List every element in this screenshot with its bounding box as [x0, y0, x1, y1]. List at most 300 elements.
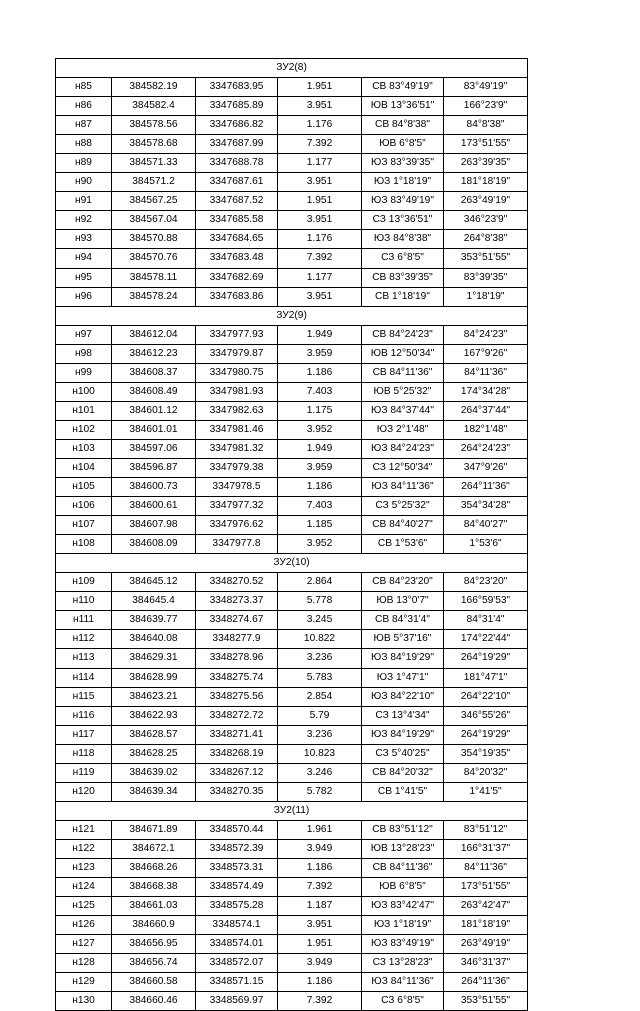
rhumb-cell: ЮЗ 84°11'36": [362, 973, 444, 992]
rhumb-cell: ЮВ 13°28'23": [362, 839, 444, 858]
distance-cell: 1.951: [278, 78, 362, 97]
x-coordinate-cell: 384608.37: [112, 363, 196, 382]
x-coordinate-cell: 384570.76: [112, 249, 196, 268]
azimuth-cell: 84°20'32": [444, 763, 528, 782]
rhumb-cell: СЗ 13°4'34": [362, 706, 444, 725]
rhumb-cell: ЮЗ 83°39'35": [362, 154, 444, 173]
rhumb-cell: ЮЗ 84°11'36": [362, 478, 444, 497]
x-coordinate-cell: 384639.34: [112, 782, 196, 801]
azimuth-cell: 83°49'19": [444, 78, 528, 97]
azimuth-cell: 264°22'10": [444, 687, 528, 706]
point-id-cell: н106: [56, 497, 112, 516]
boundary-points-table: [55, 58, 528, 1011]
point-id-cell: н110: [56, 592, 112, 611]
distance-cell: 10.823: [278, 744, 362, 763]
section-title: ЗУ2(11): [56, 801, 528, 820]
x-coordinate-cell: 384629.31: [112, 649, 196, 668]
table-row: [56, 782, 528, 801]
y-coordinate-cell: 3347976.62: [196, 516, 278, 535]
y-coordinate-cell: 3348270.35: [196, 782, 278, 801]
section-title: ЗУ2(8): [56, 59, 528, 78]
distance-cell: 1.175: [278, 401, 362, 420]
distance-cell: 1.186: [278, 858, 362, 877]
azimuth-cell: 174°34'28": [444, 382, 528, 401]
x-coordinate-cell: 384582.19: [112, 78, 196, 97]
table-row: [56, 420, 528, 439]
azimuth-cell: 354°34'28": [444, 497, 528, 516]
distance-cell: 5.79: [278, 706, 362, 725]
rhumb-cell: СЗ 5°40'25": [362, 744, 444, 763]
point-id-cell: н127: [56, 935, 112, 954]
point-id-cell: н86: [56, 97, 112, 116]
azimuth-cell: 264°11'36": [444, 478, 528, 497]
x-coordinate-cell: 384578.11: [112, 268, 196, 287]
y-coordinate-cell: 3347977.93: [196, 325, 278, 344]
y-coordinate-cell: 3348268.19: [196, 744, 278, 763]
azimuth-cell: 353°51'55": [444, 992, 528, 1011]
table-row: [56, 725, 528, 744]
azimuth-cell: 264°11'36": [444, 973, 528, 992]
point-id-cell: н111: [56, 611, 112, 630]
y-coordinate-cell: 3347686.82: [196, 116, 278, 135]
table-row: [56, 839, 528, 858]
table-row: [56, 230, 528, 249]
azimuth-cell: 346°23'9": [444, 211, 528, 230]
y-coordinate-cell: 3347981.32: [196, 439, 278, 458]
table-row: [56, 78, 528, 97]
table-row: [56, 592, 528, 611]
table-row: [56, 192, 528, 211]
point-id-cell: н109: [56, 573, 112, 592]
distance-cell: 3.246: [278, 763, 362, 782]
y-coordinate-cell: 3348574.49: [196, 878, 278, 897]
y-coordinate-cell: 3347978.5: [196, 478, 278, 497]
x-coordinate-cell: 384672.1: [112, 839, 196, 858]
point-id-cell: н118: [56, 744, 112, 763]
point-id-cell: н99: [56, 363, 112, 382]
y-coordinate-cell: 3348278.96: [196, 649, 278, 668]
rhumb-cell: СВ 84°31'4": [362, 611, 444, 630]
y-coordinate-cell: 3347981.93: [196, 382, 278, 401]
distance-cell: 7.392: [278, 992, 362, 1011]
distance-cell: 7.403: [278, 497, 362, 516]
distance-cell: 1.176: [278, 116, 362, 135]
distance-cell: 3.951: [278, 211, 362, 230]
point-id-cell: н128: [56, 954, 112, 973]
x-coordinate-cell: 384612.23: [112, 344, 196, 363]
azimuth-cell: 264°8'38": [444, 230, 528, 249]
distance-cell: 1.186: [278, 973, 362, 992]
y-coordinate-cell: 3347682.69: [196, 268, 278, 287]
x-coordinate-cell: 384639.77: [112, 611, 196, 630]
x-coordinate-cell: 384623.21: [112, 687, 196, 706]
distance-cell: 1.177: [278, 154, 362, 173]
y-coordinate-cell: 3347980.75: [196, 363, 278, 382]
azimuth-cell: 181°18'19": [444, 916, 528, 935]
azimuth-cell: 83°39'35": [444, 268, 528, 287]
azimuth-cell: 84°31'4": [444, 611, 528, 630]
distance-cell: 3.951: [278, 97, 362, 116]
y-coordinate-cell: 3348277.9: [196, 630, 278, 649]
point-id-cell: н130: [56, 992, 112, 1011]
distance-cell: 7.392: [278, 249, 362, 268]
distance-cell: 3.236: [278, 725, 362, 744]
table-row: [56, 820, 528, 839]
azimuth-cell: 353°51'55": [444, 249, 528, 268]
distance-cell: 1.949: [278, 325, 362, 344]
point-id-cell: н89: [56, 154, 112, 173]
table-row: [56, 973, 528, 992]
azimuth-cell: 263°49'19": [444, 192, 528, 211]
point-id-cell: н88: [56, 135, 112, 154]
azimuth-cell: 263°39'35": [444, 154, 528, 173]
rhumb-cell: СЗ 6°8'5": [362, 249, 444, 268]
y-coordinate-cell: 3348274.67: [196, 611, 278, 630]
table-row: [56, 535, 528, 554]
rhumb-cell: ЮВ 13°36'51": [362, 97, 444, 116]
azimuth-cell: 181°47'1": [444, 668, 528, 687]
table-row: [56, 706, 528, 725]
rhumb-cell: СЗ 13°28'23": [362, 954, 444, 973]
distance-cell: 1.961: [278, 820, 362, 839]
azimuth-cell: 264°19'29": [444, 725, 528, 744]
rhumb-cell: СЗ 5°25'32": [362, 497, 444, 516]
point-id-cell: н85: [56, 78, 112, 97]
azimuth-cell: 1°53'6": [444, 535, 528, 554]
rhumb-cell: ЮЗ 83°49'19": [362, 192, 444, 211]
y-coordinate-cell: 3347685.58: [196, 211, 278, 230]
table-row: [56, 516, 528, 535]
table-row: [56, 363, 528, 382]
table-row: [56, 268, 528, 287]
point-id-cell: н102: [56, 420, 112, 439]
coordinates-sheet: [55, 58, 527, 1011]
azimuth-cell: 166°59'53": [444, 592, 528, 611]
table-row: [56, 630, 528, 649]
y-coordinate-cell: 3347979.38: [196, 458, 278, 477]
y-coordinate-cell: 3348272.72: [196, 706, 278, 725]
table-row: [56, 211, 528, 230]
x-coordinate-cell: 384628.25: [112, 744, 196, 763]
rhumb-cell: ЮВ 5°25'32": [362, 382, 444, 401]
rhumb-cell: ЮЗ 1°18'19": [362, 916, 444, 935]
y-coordinate-cell: 3348573.31: [196, 858, 278, 877]
x-coordinate-cell: 384601.01: [112, 420, 196, 439]
y-coordinate-cell: 3348267.12: [196, 763, 278, 782]
distance-cell: 3.959: [278, 458, 362, 477]
azimuth-cell: 166°31'37": [444, 839, 528, 858]
azimuth-cell: 84°11'36": [444, 363, 528, 382]
distance-cell: 5.783: [278, 668, 362, 687]
azimuth-cell: 181°18'19": [444, 173, 528, 192]
rhumb-cell: СВ 84°40'27": [362, 516, 444, 535]
azimuth-cell: 354°19'35": [444, 744, 528, 763]
x-coordinate-cell: 384600.61: [112, 497, 196, 516]
rhumb-cell: ЮВ 5°37'16": [362, 630, 444, 649]
x-coordinate-cell: 384622.93: [112, 706, 196, 725]
rhumb-cell: СВ 83°51'12": [362, 820, 444, 839]
azimuth-cell: 84°24'23": [444, 325, 528, 344]
x-coordinate-cell: 384597.06: [112, 439, 196, 458]
azimuth-cell: 264°19'29": [444, 649, 528, 668]
x-coordinate-cell: 384661.03: [112, 897, 196, 916]
rhumb-cell: ЮВ 13°0'7": [362, 592, 444, 611]
table-row: [56, 744, 528, 763]
distance-cell: 2.864: [278, 573, 362, 592]
y-coordinate-cell: 3347977.8: [196, 535, 278, 554]
table-row: [56, 649, 528, 668]
point-id-cell: н112: [56, 630, 112, 649]
azimuth-cell: 346°31'37": [444, 954, 528, 973]
y-coordinate-cell: 3348575.28: [196, 897, 278, 916]
table-row: [56, 992, 528, 1011]
point-id-cell: н96: [56, 287, 112, 306]
x-coordinate-cell: 384571.33: [112, 154, 196, 173]
table-row: [56, 878, 528, 897]
point-id-cell: н129: [56, 973, 112, 992]
rhumb-cell: СЗ 13°36'51": [362, 211, 444, 230]
y-coordinate-cell: 3348275.74: [196, 668, 278, 687]
table-row: [56, 611, 528, 630]
x-coordinate-cell: 384671.89: [112, 820, 196, 839]
y-coordinate-cell: 3348574.01: [196, 935, 278, 954]
point-id-cell: н113: [56, 649, 112, 668]
point-id-cell: н108: [56, 535, 112, 554]
rhumb-cell: СВ 83°39'35": [362, 268, 444, 287]
x-coordinate-cell: 384645.4: [112, 592, 196, 611]
x-coordinate-cell: 384600.73: [112, 478, 196, 497]
rhumb-cell: СВ 84°8'38": [362, 116, 444, 135]
y-coordinate-cell: 3348273.37: [196, 592, 278, 611]
point-id-cell: н119: [56, 763, 112, 782]
azimuth-cell: 174°22'44": [444, 630, 528, 649]
distance-cell: 10.822: [278, 630, 362, 649]
point-id-cell: н123: [56, 858, 112, 877]
azimuth-cell: 263°42'47": [444, 897, 528, 916]
point-id-cell: н104: [56, 458, 112, 477]
rhumb-cell: ЮЗ 1°47'1": [362, 668, 444, 687]
x-coordinate-cell: 384607.98: [112, 516, 196, 535]
point-id-cell: н124: [56, 878, 112, 897]
distance-cell: 3.236: [278, 649, 362, 668]
x-coordinate-cell: 384582.4: [112, 97, 196, 116]
distance-cell: 1.949: [278, 439, 362, 458]
x-coordinate-cell: 384601.12: [112, 401, 196, 420]
y-coordinate-cell: 3348572.07: [196, 954, 278, 973]
distance-cell: 5.782: [278, 782, 362, 801]
rhumb-cell: ЮВ 6°8'5": [362, 878, 444, 897]
table-row: [56, 687, 528, 706]
table-row: [56, 763, 528, 782]
y-coordinate-cell: 3347977.32: [196, 497, 278, 516]
table-row: [56, 135, 528, 154]
x-coordinate-cell: 384612.04: [112, 325, 196, 344]
distance-cell: 1.185: [278, 516, 362, 535]
azimuth-cell: 173°51'55": [444, 135, 528, 154]
point-id-cell: н105: [56, 478, 112, 497]
table-row: [56, 344, 528, 363]
distance-cell: 3.951: [278, 287, 362, 306]
section-header-row: [56, 59, 528, 78]
table-row: [56, 497, 528, 516]
y-coordinate-cell: 3348271.41: [196, 725, 278, 744]
distance-cell: 7.392: [278, 135, 362, 154]
x-coordinate-cell: 384608.09: [112, 535, 196, 554]
x-coordinate-cell: 384567.25: [112, 192, 196, 211]
table-row: [56, 116, 528, 135]
azimuth-cell: 263°49'19": [444, 935, 528, 954]
y-coordinate-cell: 3348270.52: [196, 573, 278, 592]
distance-cell: 1.186: [278, 363, 362, 382]
point-id-cell: н120: [56, 782, 112, 801]
azimuth-cell: 173°51'55": [444, 878, 528, 897]
point-id-cell: н93: [56, 230, 112, 249]
distance-cell: 1.177: [278, 268, 362, 287]
point-id-cell: н114: [56, 668, 112, 687]
x-coordinate-cell: 384656.74: [112, 954, 196, 973]
azimuth-cell: 83°51'12": [444, 820, 528, 839]
table-row: [56, 954, 528, 973]
rhumb-cell: СВ 84°11'36": [362, 858, 444, 877]
distance-cell: 7.392: [278, 878, 362, 897]
table-row: [56, 935, 528, 954]
distance-cell: 1.176: [278, 230, 362, 249]
y-coordinate-cell: 3348571.15: [196, 973, 278, 992]
distance-cell: 3.951: [278, 173, 362, 192]
table-row: [56, 173, 528, 192]
point-id-cell: н117: [56, 725, 112, 744]
y-coordinate-cell: 3347685.89: [196, 97, 278, 116]
section-title: ЗУ2(9): [56, 306, 528, 325]
point-id-cell: н125: [56, 897, 112, 916]
y-coordinate-cell: 3348570.44: [196, 820, 278, 839]
rhumb-cell: ЮЗ 84°19'29": [362, 649, 444, 668]
x-coordinate-cell: 384668.38: [112, 878, 196, 897]
rhumb-cell: ЮЗ 83°42'47": [362, 897, 444, 916]
table-row: [56, 668, 528, 687]
distance-cell: 3.245: [278, 611, 362, 630]
table-row: [56, 325, 528, 344]
x-coordinate-cell: 384660.58: [112, 973, 196, 992]
azimuth-cell: 264°37'44": [444, 401, 528, 420]
table-row: [56, 154, 528, 173]
point-id-cell: н116: [56, 706, 112, 725]
table-row: [56, 287, 528, 306]
azimuth-cell: 1°41'5": [444, 782, 528, 801]
distance-cell: 7.403: [278, 382, 362, 401]
rhumb-cell: ЮЗ 84°22'10": [362, 687, 444, 706]
distance-cell: 3.949: [278, 954, 362, 973]
x-coordinate-cell: 384571.2: [112, 173, 196, 192]
distance-cell: 2.854: [278, 687, 362, 706]
azimuth-cell: 84°8'38": [444, 116, 528, 135]
y-coordinate-cell: 3347687.61: [196, 173, 278, 192]
azimuth-cell: 264°24'23": [444, 439, 528, 458]
y-coordinate-cell: 3347979.87: [196, 344, 278, 363]
rhumb-cell: СВ 84°20'32": [362, 763, 444, 782]
azimuth-cell: 166°23'9": [444, 97, 528, 116]
point-id-cell: н107: [56, 516, 112, 535]
distance-cell: 3.952: [278, 535, 362, 554]
x-coordinate-cell: 384640.08: [112, 630, 196, 649]
table-row: [56, 897, 528, 916]
y-coordinate-cell: 3347687.52: [196, 192, 278, 211]
x-coordinate-cell: 384578.68: [112, 135, 196, 154]
section-header-row: [56, 306, 528, 325]
rhumb-cell: СВ 84°23'20": [362, 573, 444, 592]
point-id-cell: н92: [56, 211, 112, 230]
rhumb-cell: СВ 1°18'19": [362, 287, 444, 306]
rhumb-cell: ЮЗ 84°19'29": [362, 725, 444, 744]
distance-cell: 1.187: [278, 897, 362, 916]
x-coordinate-cell: 384660.9: [112, 916, 196, 935]
x-coordinate-cell: 384596.87: [112, 458, 196, 477]
table-row: [56, 458, 528, 477]
azimuth-cell: 182°1'48": [444, 420, 528, 439]
x-coordinate-cell: 384660.46: [112, 992, 196, 1011]
rhumb-cell: СВ 83°49'19": [362, 78, 444, 97]
rhumb-cell: ЮВ 12°50'34": [362, 344, 444, 363]
y-coordinate-cell: 3348572.39: [196, 839, 278, 858]
point-id-cell: н97: [56, 325, 112, 344]
x-coordinate-cell: 384567.04: [112, 211, 196, 230]
table-row: [56, 401, 528, 420]
distance-cell: 3.959: [278, 344, 362, 363]
x-coordinate-cell: 384608.49: [112, 382, 196, 401]
section-header-row: [56, 801, 528, 820]
rhumb-cell: СЗ 6°8'5": [362, 992, 444, 1011]
x-coordinate-cell: 384668.26: [112, 858, 196, 877]
point-id-cell: н91: [56, 192, 112, 211]
table-row: [56, 382, 528, 401]
rhumb-cell: СВ 1°41'5": [362, 782, 444, 801]
rhumb-cell: СВ 84°11'36": [362, 363, 444, 382]
azimuth-cell: 84°11'36": [444, 858, 528, 877]
x-coordinate-cell: 384656.95: [112, 935, 196, 954]
point-id-cell: н98: [56, 344, 112, 363]
table-row: [56, 249, 528, 268]
distance-cell: 5.778: [278, 592, 362, 611]
rhumb-cell: ЮВ 6°8'5": [362, 135, 444, 154]
azimuth-cell: 1°18'19": [444, 287, 528, 306]
rhumb-cell: СЗ 12°50'34": [362, 458, 444, 477]
azimuth-cell: 84°23'20": [444, 573, 528, 592]
x-coordinate-cell: 384645.12: [112, 573, 196, 592]
table-row: [56, 916, 528, 935]
table-row: [56, 97, 528, 116]
point-id-cell: н94: [56, 249, 112, 268]
rhumb-cell: ЮЗ 84°37'44": [362, 401, 444, 420]
point-id-cell: н90: [56, 173, 112, 192]
y-coordinate-cell: 3347683.86: [196, 287, 278, 306]
y-coordinate-cell: 3347683.95: [196, 78, 278, 97]
rhumb-cell: ЮЗ 84°24'23": [362, 439, 444, 458]
point-id-cell: н95: [56, 268, 112, 287]
rhumb-cell: СВ 84°24'23": [362, 325, 444, 344]
distance-cell: 3.951: [278, 916, 362, 935]
point-id-cell: н103: [56, 439, 112, 458]
x-coordinate-cell: 384578.24: [112, 287, 196, 306]
point-id-cell: н87: [56, 116, 112, 135]
distance-cell: 3.952: [278, 420, 362, 439]
azimuth-cell: 346°55'26": [444, 706, 528, 725]
rhumb-cell: ЮЗ 84°8'38": [362, 230, 444, 249]
point-id-cell: н115: [56, 687, 112, 706]
distance-cell: 1.186: [278, 478, 362, 497]
rhumb-cell: СВ 1°53'6": [362, 535, 444, 554]
point-id-cell: н100: [56, 382, 112, 401]
x-coordinate-cell: 384639.02: [112, 763, 196, 782]
